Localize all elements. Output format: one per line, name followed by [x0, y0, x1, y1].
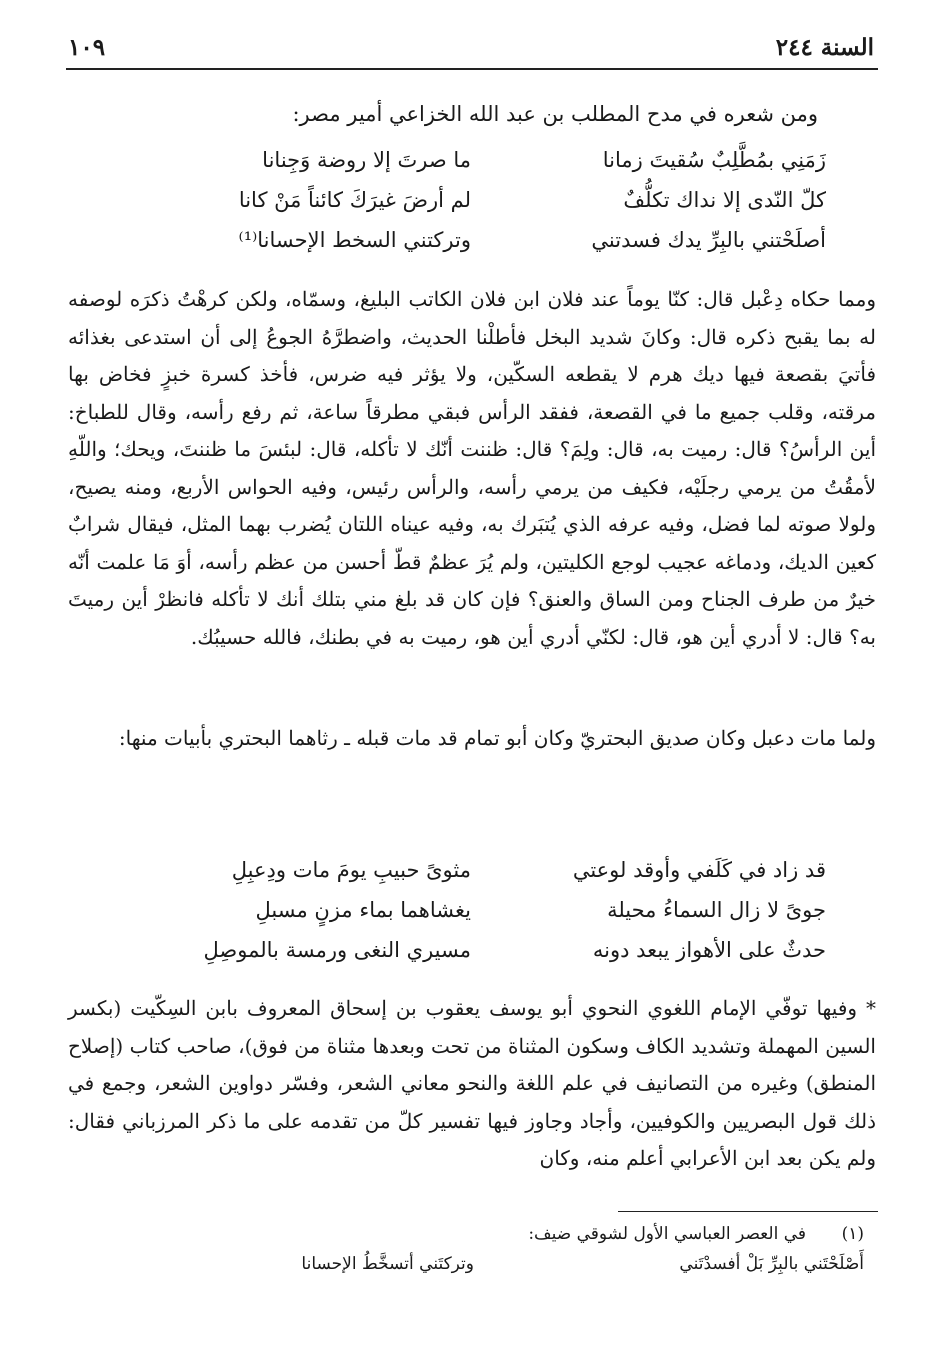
footnote-verse-second: وتركتَني أتسخَّطُ الإحسانا: [301, 1254, 474, 1274]
paragraph-rooster-story: ومما حكاه دِعْبل قال: كنّا يوماً عند فلان ابن فلان الكاتب البليغ، وسمّاه، ولكن كرهْتُ ذكرَه لوصفه له بما يقبح ذكره قال: وكانَ شديد البخل فأطلْنا الحديث، واضطرَّهُ الجوعُ إلى أن استدعى بغذائه فأتيَ بقصعة فيها ديك هرم لا يقطعه السكّين، ولا يؤثر فيه ضرس، فأخذ كسرة خبزٍ فخاض بها مرقته، وقلب جميع ما في القصعة، ففقد الرأس فبقي مطرقاً ساعة، ثم رفع رأسه، وقال للطباخ: أين الرأسُ؟ قال: رميت به، قال: ولِمَ؟ قال: ظننت أنّك لا تأكله، قال: لبئسَ ما ظننتَ، ويحك؛ واللّهِ لأمقُتُ من يرمي رجلَيْه، فكيف من يرمي رأسه، والرأس رئيس، وفيه الحواس الأربع، ومنه يصيح، ولولا صوته لما فضل، وفيه عرفه الذي يُتبَرك به، وفيه عيناه اللتان يُضرب بهما المثل، فيقال شرابٌ كعين الديك، ودماغه عجيب لوجع الكليتين، ولم يُرَ عظمٌ قطّ أحسن من عظم رأسه، أوَ مَا علمت أنّه خيرٌ من طرف الجناح ومن الساق والعنق؟ فإن كان قد بلغ مني بتلك أنك لا تأكله فانظرْ أين رميتَ به؟ قال: لا أدري أين هو، قال: لكنّي أدري أين هو، رميت به في بطنك، فالله حسيبُك.: [68, 287, 876, 649]
verse-second-hemistich: مسيري النغى ورمسة بالموصِلِ: [203, 938, 471, 962]
header-divider: [66, 68, 878, 70]
verse-second-hemistich: لم أرضَ غيرَكَ كائناً مَنْ كانا: [238, 188, 471, 212]
header-year: السنة ٢٤٤: [775, 34, 874, 61]
verse-line: [116, 858, 826, 898]
verse-first-hemistich: زَمَنِي بمُطَّلِبٌ سُقيتَ زمانا: [602, 148, 826, 172]
verse-second-hemistich: ما صرتَ إلا روضة وَجِنانا: [262, 148, 471, 172]
verse-first-hemistich: حدثٌ على الأهواز يبعد دونه: [592, 938, 826, 962]
verse-line: [116, 938, 826, 978]
verse-line: [116, 898, 826, 938]
verse-first-hemistich: قد زاد في كَلَفي وأوقد لوعتي: [572, 858, 826, 882]
footnote-text: في العصر العباسي الأول لشوقي ضيف:: [528, 1224, 806, 1244]
footnote-line: [74, 1224, 864, 1254]
footnote-number: (١): [841, 1224, 864, 1244]
poem-ritha: [116, 858, 826, 978]
verse-first-hemistich: كلّ النّدى إلا نداك تكلُّفٌ: [623, 188, 826, 212]
footnote-divider: [618, 1211, 878, 1212]
verse-first-hemistich: أصلَحْتني بالبِرِّ يدك فسدتني: [591, 228, 826, 252]
footnote: [74, 1224, 864, 1286]
verse-second-hemistich: وتركتني السخط الإحسانا⁽¹⁾: [238, 228, 471, 252]
paragraph-ibn-sikkit: * وفيها توفّي الإمام اللغوي النحوي أبو يوسف يعقوب بن إسحاق المعروف بابن السِكّيت (بكسر السين المهملة وتشديد الكاف وسكون المثناة من تحت وبعدها مثناة من فوق)، صاحب كتاب (إصلاح المنطق) وغيره من التصانيف في علم اللغة والنحو معاني الشعر، وفسّر دواوين الشعر، وجمع في ذلك قول البصريين والكوفيين، وأجاد وجاوز فيها تفسير كلّ من تقدمه على ما ذكر المرزباني فقال: ولم يكن بعد ابن الأعرابي أعلم منه، وكان: [68, 996, 876, 1170]
verse-first-hemistich: جوىً لا زال السماءُ محيلة: [607, 898, 826, 922]
verse-line: [116, 188, 826, 228]
poem-madh: [116, 148, 826, 268]
poem-intro: ومن شعره في مدح المطلب بن عبد الله الخزاعي أمير مصر:: [292, 102, 818, 126]
verse-second-hemistich: يغشاهما بماء مزنٍ مسبلِ: [255, 898, 471, 922]
verse-line: [116, 148, 826, 188]
footnote-verse-first: أَصْلَحْتَني بالبِرِّ بَلْ أفسدْتَني: [679, 1254, 864, 1274]
verse-second-hemistich: مثوىً حبيبِ يومَ مات ودِعبِلِ: [231, 858, 471, 882]
page-number: ١٠٩: [68, 34, 106, 61]
verse-line: [116, 228, 826, 268]
running-header: [68, 34, 874, 68]
paragraph-elegy-intro: ولما مات دعبل وكان صديق البحتريّ وكان أبو تمام قد مات قبله ـ رثاهما البحتري بأبيات منها:: [118, 726, 876, 750]
footnote-verse: [74, 1254, 864, 1286]
